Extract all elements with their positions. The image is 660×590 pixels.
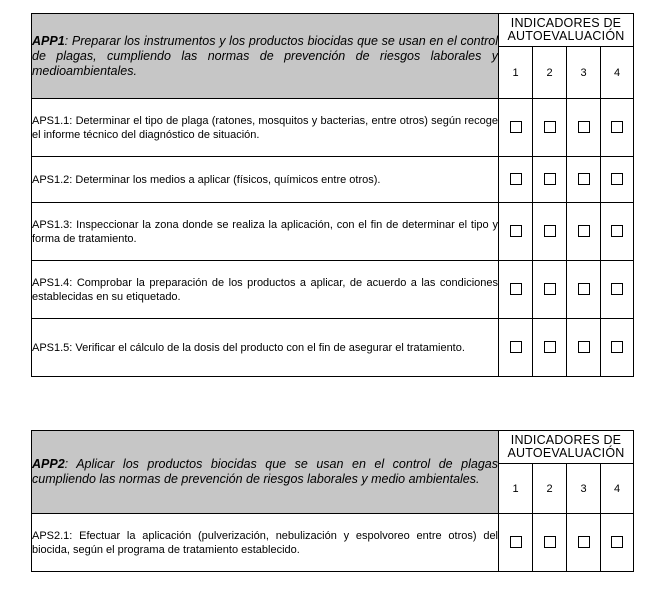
competence-header-app2 — [32, 431, 499, 514]
item-aps1-4: APS1.4: Comprobar la preparación de los productos a aplicar, de acuerdo a las condiciones establecidas en su etiquetado. — [32, 261, 499, 319]
level-2-checkbox[interactable] — [544, 173, 556, 185]
level-2-checkbox[interactable] — [544, 283, 556, 295]
competence-description: : Aplicar los productos biocidas que se usan en el control de plagas cumpliendo las normas de prevención de riesgos laborales y medio ambientales. — [32, 457, 498, 486]
item-aps1-3: APS1.3: Inspeccionar la zona donde se realiza la aplicación, con el fin de determinar el tipo y forma de tratamiento. — [32, 203, 499, 261]
competence-code: APP2 — [32, 457, 65, 471]
level-1-checkbox[interactable] — [510, 225, 522, 237]
level-1-checkbox[interactable] — [510, 536, 522, 548]
level-2-checkbox[interactable] — [544, 341, 556, 353]
level-2-checkbox[interactable] — [544, 536, 556, 548]
level-4-checkbox[interactable] — [611, 225, 623, 237]
level-4-checkbox[interactable] — [611, 341, 623, 353]
level-3-header: 3 — [567, 464, 601, 514]
level-3-checkbox[interactable] — [578, 341, 590, 353]
table-row — [32, 514, 634, 572]
level-4-checkbox[interactable] — [611, 121, 623, 133]
level-3-checkbox[interactable] — [578, 283, 590, 295]
level-4-checkbox[interactable] — [611, 536, 623, 548]
level-3-header: 3 — [567, 47, 601, 99]
level-2-checkbox[interactable] — [544, 225, 556, 237]
item-aps1-5: APS1.5: Verificar el cálculo de la dosis del producto con el fin de asegurar el tratamiento. — [32, 319, 499, 377]
level-1-header: 1 — [499, 47, 533, 99]
competence-header-app1 — [32, 14, 499, 99]
item-aps1-1: APS1.1: Determinar el tipo de plaga (ratones, mosquitos y bacterias, entre otros) según recoge el informe técnico del diagnóstico de situación. — [32, 99, 499, 157]
level-1-checkbox[interactable] — [510, 341, 522, 353]
level-4-header: 4 — [601, 47, 634, 99]
indicators-header: INDICADORES DE AUTOEVALUACIÓN — [499, 14, 634, 47]
self-assessment-table-app1 — [31, 13, 634, 377]
level-4-checkbox[interactable] — [611, 283, 623, 295]
level-3-checkbox[interactable] — [578, 121, 590, 133]
table-row — [32, 261, 634, 319]
item-aps1-2: APS1.2: Determinar los medios a aplicar (físicos, químicos entre otros). — [32, 157, 499, 203]
level-1-checkbox[interactable] — [510, 173, 522, 185]
level-3-checkbox[interactable] — [578, 225, 590, 237]
table-row — [32, 99, 634, 157]
item-aps2-1: APS2.1: Efectuar la aplicación (pulverización, nebulización y espolvoreo entre otros) del biocida, según el programa de tratamiento establecido. — [32, 514, 499, 572]
competence-description: : Preparar los instrumentos y los productos biocidas que se usan en el control de plagas, cumpliendo las normas de prevención de riesgos laborales y medioambientales. — [32, 33, 498, 78]
level-1-header: 1 — [499, 464, 533, 514]
level-3-checkbox[interactable] — [578, 536, 590, 548]
level-4-checkbox[interactable] — [611, 173, 623, 185]
level-2-checkbox[interactable] — [544, 121, 556, 133]
level-3-checkbox[interactable] — [578, 173, 590, 185]
indicators-header: INDICADORES DE AUTOEVALUACIÓN — [499, 431, 634, 464]
self-assessment-table-app2 — [31, 430, 634, 572]
competence-code: APP1 — [32, 33, 65, 48]
level-1-checkbox[interactable] — [510, 283, 522, 295]
table-row — [32, 203, 634, 261]
level-2-header: 2 — [533, 47, 567, 99]
table-row — [32, 319, 634, 377]
level-1-checkbox[interactable] — [510, 121, 522, 133]
table-row — [32, 157, 634, 203]
level-2-header: 2 — [533, 464, 567, 514]
level-4-header: 4 — [601, 464, 634, 514]
